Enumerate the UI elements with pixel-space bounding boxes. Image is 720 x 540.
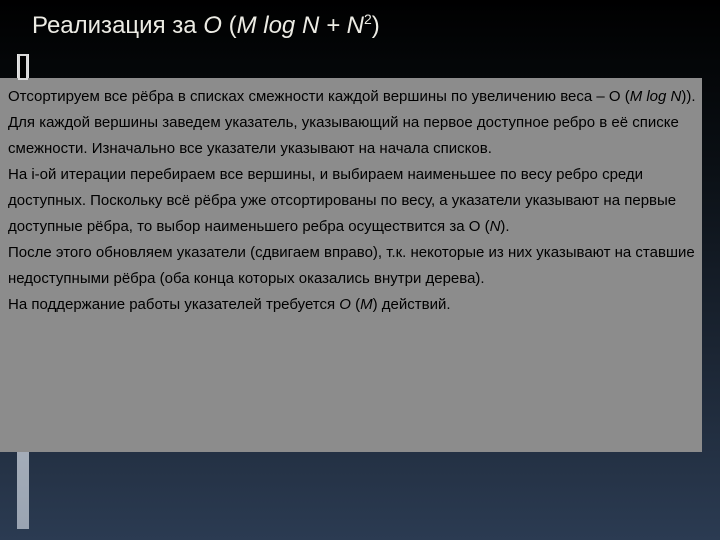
- title-prefix: Реализация за: [32, 12, 204, 39]
- slide-title: [32, 8, 380, 48]
- title-exponent: 2: [363, 11, 372, 27]
- item-tail: ) действий.: [372, 296, 451, 313]
- item-text: На поддержание работы указателей требуется: [8, 296, 340, 313]
- title-expression: M log N + N: [236, 12, 364, 39]
- title-close-paren: ): [371, 12, 380, 39]
- item-math: M: [360, 296, 373, 313]
- decorative-square: [18, 54, 28, 80]
- item-math: M log N: [629, 88, 682, 105]
- list-item: [8, 162, 702, 240]
- item-text: После этого обновляем указатели (сдвигаем вправо), т.к. некоторые из них указывают на ставшие недоступными рёбра (оба конца которых оказались внутри дерева).: [8, 244, 695, 287]
- item-mid: (: [350, 296, 361, 313]
- item-tail: )).: [681, 88, 696, 105]
- content-text: [8, 84, 702, 318]
- list-item: [8, 84, 702, 110]
- item-text: Для каждой вершины заведем указатель, указывающий на первое доступное ребро в её списке смежности. Изначально все указатели указывают на начала списков.: [8, 114, 679, 157]
- title-open-paren: (: [221, 12, 237, 39]
- list-item: [8, 240, 702, 292]
- list-item: [8, 110, 702, 162]
- item-text: На i-ой итерации перебираем все вершины, и выбираем наименьшее по весу ребро среди доступных. Поскольку всё рёбра уже отсортированы по весу, а указатели указывают на первые доступные рёбра, то выбор наименьшего ребра осуществится за O (: [8, 166, 677, 235]
- item-tail: ).: [500, 218, 510, 235]
- list-item: [8, 292, 702, 318]
- item-text: Отсортируем все рёбра в списках смежности каждой вершины по увеличению веса – O (: [8, 88, 630, 105]
- content-panel: [0, 78, 702, 452]
- title-big-o: O: [203, 12, 222, 39]
- item-math: N: [489, 218, 501, 235]
- item-math-o: O: [339, 296, 351, 313]
